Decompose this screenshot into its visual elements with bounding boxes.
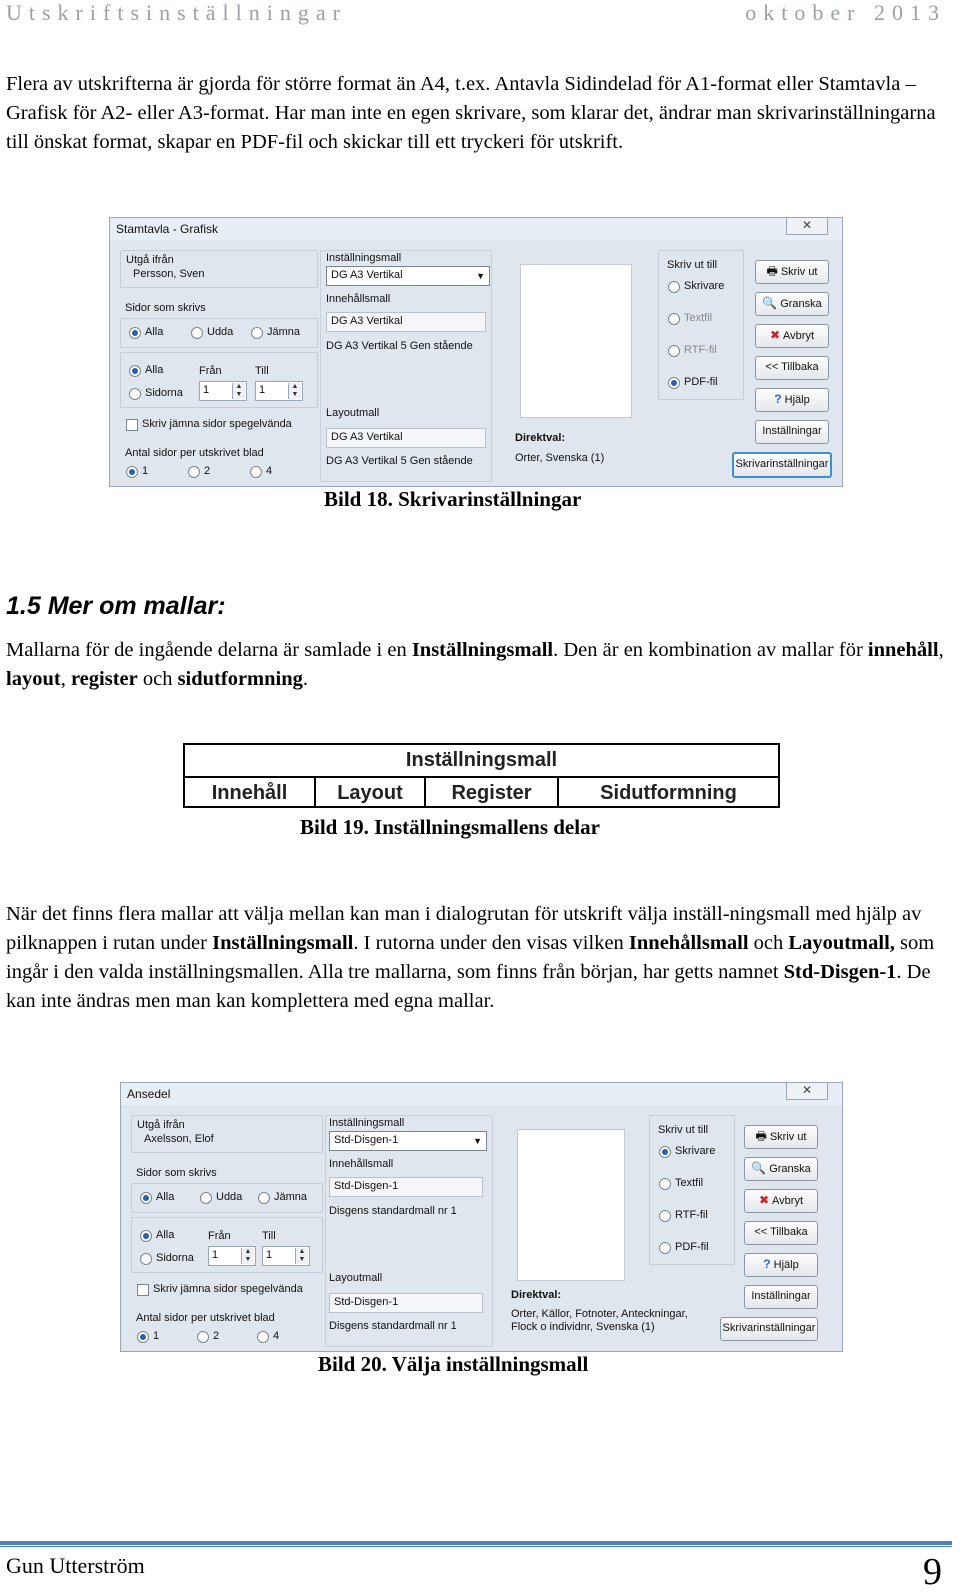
skriv-ut-till-label: Skriv ut till: [667, 259, 718, 271]
skriv-ut-button[interactable]: [755, 260, 829, 284]
text-run: och: [748, 932, 789, 954]
radio-sidorna-label: Sidorna: [156, 1252, 194, 1264]
tillbaka-button[interactable]: [755, 356, 829, 380]
output-group: [649, 1115, 735, 1265]
radio-sidorna[interactable]: [129, 388, 141, 400]
granska-label: Granska: [780, 298, 822, 310]
text-run: ,: [60, 668, 71, 690]
antal-1-label: 1: [153, 1330, 160, 1342]
radio-rtf[interactable]: [659, 1210, 671, 1222]
text-run: . De kan inte ändras men man kan komplettera med egna mallar.: [6, 961, 931, 1012]
text-run: . Den är en kombination av mallar för: [553, 639, 868, 661]
skrivarinstallningar-label: Skrivarinställningar: [735, 458, 829, 470]
radio-alla-sidor-label: Alla: [156, 1229, 175, 1241]
radio-sidorna[interactable]: [140, 1253, 152, 1265]
innehallsmall-desc: Disgens standardmall nr 1: [329, 1205, 457, 1217]
text-run-bold: Layoutmall,: [788, 932, 895, 954]
radio-alla-label: Alla: [156, 1191, 175, 1203]
innehallsmall-value: DG A3 Vertikal: [331, 315, 403, 327]
skriv-ut-label: Skriv ut: [780, 266, 818, 278]
text-run-bold: sidutformning: [177, 668, 303, 690]
radio-textfil-label: Textfil: [675, 1177, 704, 1189]
caption-bild-18: Bild 18. Skrivarinställningar: [324, 487, 582, 511]
hjalp-button[interactable]: [755, 388, 829, 412]
radio-alla[interactable]: [129, 327, 141, 339]
footer-author: Gun Utterström: [6, 1553, 145, 1578]
sidor-group: [120, 318, 318, 348]
spegel-checkbox[interactable]: [126, 419, 138, 431]
radio-rtf-label: RTF-fil: [684, 344, 717, 356]
radio-jamna-label: Jämna: [274, 1191, 308, 1203]
skriv-ut-button[interactable]: [744, 1125, 818, 1149]
antal-2-radio[interactable]: [188, 466, 200, 478]
direktval-value: Orter, Svenska (1): [515, 452, 605, 464]
avbryt-label: Avbryt: [772, 1195, 804, 1207]
installningsmall-value: DG A3 Vertikal: [331, 269, 403, 281]
section-paragraph: [6, 636, 946, 694]
antal-4-radio[interactable]: [257, 1331, 269, 1343]
body-paragraph: [6, 900, 946, 1016]
header-title: Utskriftsinställningar: [6, 0, 347, 25]
cancel-x-icon: ✖: [758, 1193, 770, 1207]
antal-4-radio[interactable]: [250, 466, 262, 478]
printer-icon: 🖶: [755, 1129, 767, 1143]
installningar-button[interactable]: [744, 1285, 818, 1309]
magnifier-icon: 🔍: [762, 296, 778, 310]
caption-bild-20: Bild 20. Välja inställningsmall: [318, 1352, 589, 1376]
text-run-bold: Inställningsmall: [212, 932, 354, 954]
avbryt-button[interactable]: [744, 1189, 818, 1213]
spinner-arrows-icon[interactable]: ▲ ▼: [232, 383, 245, 399]
radio-skrivare-label: Skrivare: [675, 1145, 716, 1157]
diagram-cell-layout: Layout: [337, 782, 403, 804]
utga-value: Persson, Sven: [133, 268, 205, 280]
radio-alla-sidor-label: Alla: [145, 364, 164, 376]
spegel-label: Skriv jämna sidor spegelvända: [142, 418, 292, 430]
header-date: oktober 2013: [745, 0, 946, 25]
fran-label: Från: [208, 1230, 231, 1242]
radio-pdf-label: PDF-fil: [675, 1241, 709, 1253]
printer-icon: 🖶: [766, 264, 778, 278]
antal-1-radio[interactable]: [137, 1331, 149, 1343]
skrivarinstallningar-button[interactable]: [720, 1317, 818, 1341]
radio-jamna[interactable]: [251, 327, 263, 339]
innehallsmall-label: Innehållsmall: [326, 293, 391, 305]
radio-udda-label: Udda: [207, 326, 234, 338]
radio-udda[interactable]: [191, 327, 203, 339]
till-spinner[interactable]: [262, 1246, 310, 1266]
page-preview: [520, 264, 632, 418]
antal-2-radio[interactable]: [197, 1331, 209, 1343]
radio-skrivare-label: Skrivare: [684, 280, 725, 292]
dialog-titlebar: [121, 1083, 842, 1105]
radio-textfil-label: Textfil: [684, 312, 713, 324]
radio-pdf[interactable]: [668, 377, 680, 389]
fran-label: Från: [199, 365, 222, 377]
help-icon: ?: [774, 392, 782, 406]
installningsmall-select[interactable]: [329, 1131, 487, 1151]
close-button[interactable]: ✕: [786, 218, 828, 235]
spinner-arrows-icon[interactable]: ▲ ▼: [241, 1248, 254, 1264]
innehallsmall-desc: DG A3 Vertikal 5 Gen stående: [326, 340, 473, 352]
installningar-label: Inställningar: [762, 425, 822, 437]
antal-label: Antal sidor per utskrivet blad: [136, 1312, 275, 1324]
fran-spinner[interactable]: [199, 381, 247, 401]
help-icon: ?: [763, 1257, 771, 1271]
layoutmall-field: [329, 1293, 483, 1313]
granska-button[interactable]: [755, 292, 829, 316]
diagram-cell-innehall: Innehåll: [211, 782, 288, 804]
granska-label: Granska: [769, 1163, 811, 1175]
dialog-stamtavla-grafisk: [109, 217, 843, 487]
till-label: Till: [255, 365, 269, 377]
diagram-top-cell: Inställningsmall: [185, 745, 778, 778]
text-run: .: [302, 668, 309, 690]
radio-udda[interactable]: [200, 1192, 212, 1204]
installningsmall-diagram: [183, 743, 780, 808]
spinner-arrows-icon[interactable]: ▲ ▼: [295, 1248, 308, 1264]
text-run-bold: register: [70, 668, 138, 690]
text-run: och: [137, 668, 178, 690]
dialog-title: Stamtavla - Grafisk: [116, 222, 219, 236]
granska-button[interactable]: [744, 1157, 818, 1181]
fran-value: 1: [203, 384, 210, 396]
direktval-label: Direktval:: [511, 1289, 562, 1301]
utga-group: [120, 250, 318, 288]
dropdown-arrow-icon[interactable]: ▼: [476, 271, 485, 281]
radio-rtf-label: RTF-fil: [675, 1209, 708, 1221]
sidor-group: [131, 1183, 323, 1213]
avbryt-label: Avbryt: [783, 330, 815, 342]
avbryt-button[interactable]: [755, 324, 829, 348]
sidor-label: Sidor som skrivs: [136, 1167, 217, 1179]
text-run-bold: Std-Disgen-1: [783, 961, 897, 983]
radio-alla-sidor[interactable]: [140, 1230, 152, 1242]
dialog-title: Ansedel: [127, 1087, 171, 1101]
layoutmall-value: Std-Disgen-1: [334, 1296, 399, 1308]
utga-label: Utgå ifrån: [137, 1119, 185, 1131]
page-header: [0, 0, 950, 36]
cancel-x-icon: ✖: [769, 328, 781, 342]
till-label: Till: [262, 1230, 276, 1242]
hjalp-label: Hjälp: [773, 1259, 799, 1271]
page-number: 9: [923, 1551, 942, 1593]
text-run: . I rutorna under den visas vilken: [353, 932, 629, 954]
radio-skrivare[interactable]: [668, 281, 680, 293]
radio-rtf[interactable]: [668, 345, 680, 357]
till-value: 1: [259, 384, 266, 396]
antal-4-label: 4: [266, 465, 273, 477]
text-run-bold: Innehållsmall: [628, 932, 749, 954]
radio-udda-label: Udda: [216, 1191, 243, 1203]
layoutmall-value: DG A3 Vertikal: [331, 431, 403, 443]
hjalp-button[interactable]: [744, 1253, 818, 1277]
utga-label: Utgå ifrån: [126, 254, 174, 266]
text-run: som ingår i den valda inställningsmallen. Alla tre mallarna, som finns från början, har getts namnet: [6, 932, 935, 983]
radio-skrivare[interactable]: [659, 1146, 671, 1158]
caption-bild-19: Bild 19. Inställningsmallens delar: [300, 815, 600, 839]
radio-pdf-label: PDF-fil: [684, 376, 718, 388]
range-group: [120, 352, 318, 408]
radio-pdf[interactable]: [659, 1242, 671, 1254]
skrivarinstallningar-label: Skrivarinställningar: [722, 1322, 816, 1334]
antal-label: Antal sidor per utskrivet blad: [125, 447, 264, 459]
text-run-bold: layout: [6, 668, 61, 690]
antal-1-label: 1: [142, 465, 149, 477]
text-run: När det finns flera mallar att välja mellan kan man i dialogrutan för utskrift välja inställ-ningsmall med hjälp av pilknappen i rutan under: [6, 903, 922, 954]
innehallsmall-field: [329, 1177, 483, 1197]
footer-rule-thin: [0, 1546, 952, 1547]
dialog-titlebar: [110, 218, 842, 240]
footer-rule: [0, 1541, 952, 1545]
diagram-cell-sidutformning: Sidutformning: [600, 782, 737, 804]
antal-1-radio[interactable]: [126, 466, 138, 478]
dropdown-arrow-icon[interactable]: ▼: [473, 1136, 482, 1146]
page-preview: [517, 1129, 625, 1281]
radio-sidorna-label: Sidorna: [145, 387, 183, 399]
radio-alla[interactable]: [140, 1192, 152, 1204]
installningsmall-select[interactable]: [326, 266, 490, 286]
output-group: [658, 250, 744, 400]
direktval-label: Direktval:: [515, 432, 566, 444]
till-spinner[interactable]: [255, 381, 303, 401]
tillbaka-button[interactable]: [744, 1221, 818, 1245]
direktval-value: Orter, Källor, Fotnoter, Anteckningar, Flock o individnr, Svenska (1): [511, 1308, 688, 1333]
tillbaka-label: << Tillbaka: [765, 361, 819, 373]
layoutmall-desc: Disgens standardmall nr 1: [329, 1320, 457, 1332]
fran-spinner[interactable]: [208, 1246, 256, 1266]
installningar-button[interactable]: [755, 420, 829, 444]
skriv-ut-label: Skriv ut: [769, 1131, 807, 1143]
till-value: 1: [266, 1249, 273, 1261]
range-group: [131, 1217, 323, 1273]
magnifier-icon: 🔍: [751, 1161, 767, 1175]
radio-textfil[interactable]: [659, 1178, 671, 1190]
skrivarinstallningar-button[interactable]: [732, 452, 832, 478]
section-heading: 1.5 Mer om mallar:: [6, 592, 226, 620]
innehallsmall-field: [326, 312, 486, 332]
fran-value: 1: [212, 1249, 219, 1261]
installningsmall-label: Inställningsmall: [326, 252, 402, 264]
layoutmall-field: [326, 428, 486, 448]
text-run: ,: [938, 639, 944, 661]
tillbaka-label: << Tillbaka: [754, 1226, 808, 1238]
innehallsmall-label: Innehållsmall: [329, 1158, 394, 1170]
radio-jamna[interactable]: [258, 1192, 270, 1204]
close-button[interactable]: ✕: [786, 1083, 828, 1100]
radio-alla-label: Alla: [145, 326, 164, 338]
spinner-arrows-icon[interactable]: ▲ ▼: [288, 383, 301, 399]
spegel-label: Skriv jämna sidor spegelvända: [153, 1283, 303, 1295]
radio-jamna-label: Jämna: [267, 326, 301, 338]
text-run-bold: innehåll: [867, 639, 939, 661]
spegel-checkbox[interactable]: [137, 1284, 149, 1296]
dialog-ansedel: [120, 1082, 843, 1352]
sidor-label: Sidor som skrivs: [125, 302, 206, 314]
innehallsmall-value: Std-Disgen-1: [334, 1180, 399, 1192]
installningsmall-value: Std-Disgen-1: [334, 1134, 399, 1146]
intro-paragraph: Flera av utskrifterna är gjorda för större format än A4, t.ex. Antavla Sidindelad för A1-format eller Stamtavla – Grafisk för A2- eller A3-format. Har man inte en egen skrivare, som klarar det, ändrar man skrivarinställningarna till önskat format, skapar en PDF-fil och skickar till ett tryckeri för utskrift.: [6, 73, 936, 153]
skriv-ut-till-label: Skriv ut till: [658, 1124, 709, 1136]
layoutmall-label: Layoutmall: [326, 407, 380, 419]
hjalp-label: Hjälp: [784, 394, 810, 406]
layoutmall-desc: DG A3 Vertikal 5 Gen stående: [326, 455, 473, 467]
antal-4-label: 4: [273, 1330, 280, 1342]
installningsmall-label: Inställningsmall: [329, 1117, 405, 1129]
antal-2-label: 2: [204, 465, 211, 477]
utga-value: Axelsson, Elof: [144, 1133, 214, 1145]
antal-2-label: 2: [213, 1330, 220, 1342]
radio-textfil[interactable]: [668, 313, 680, 325]
installningar-label: Inställningar: [751, 1290, 811, 1302]
text-run-bold: Inställningsmall: [411, 639, 554, 661]
text-run: Mallarna för de ingående delarna är samlade i en: [6, 639, 412, 661]
diagram-cell-register: Register: [451, 782, 532, 804]
layoutmall-label: Layoutmall: [329, 1272, 383, 1284]
radio-alla-sidor[interactable]: [129, 365, 141, 377]
utga-group: [131, 1115, 323, 1153]
